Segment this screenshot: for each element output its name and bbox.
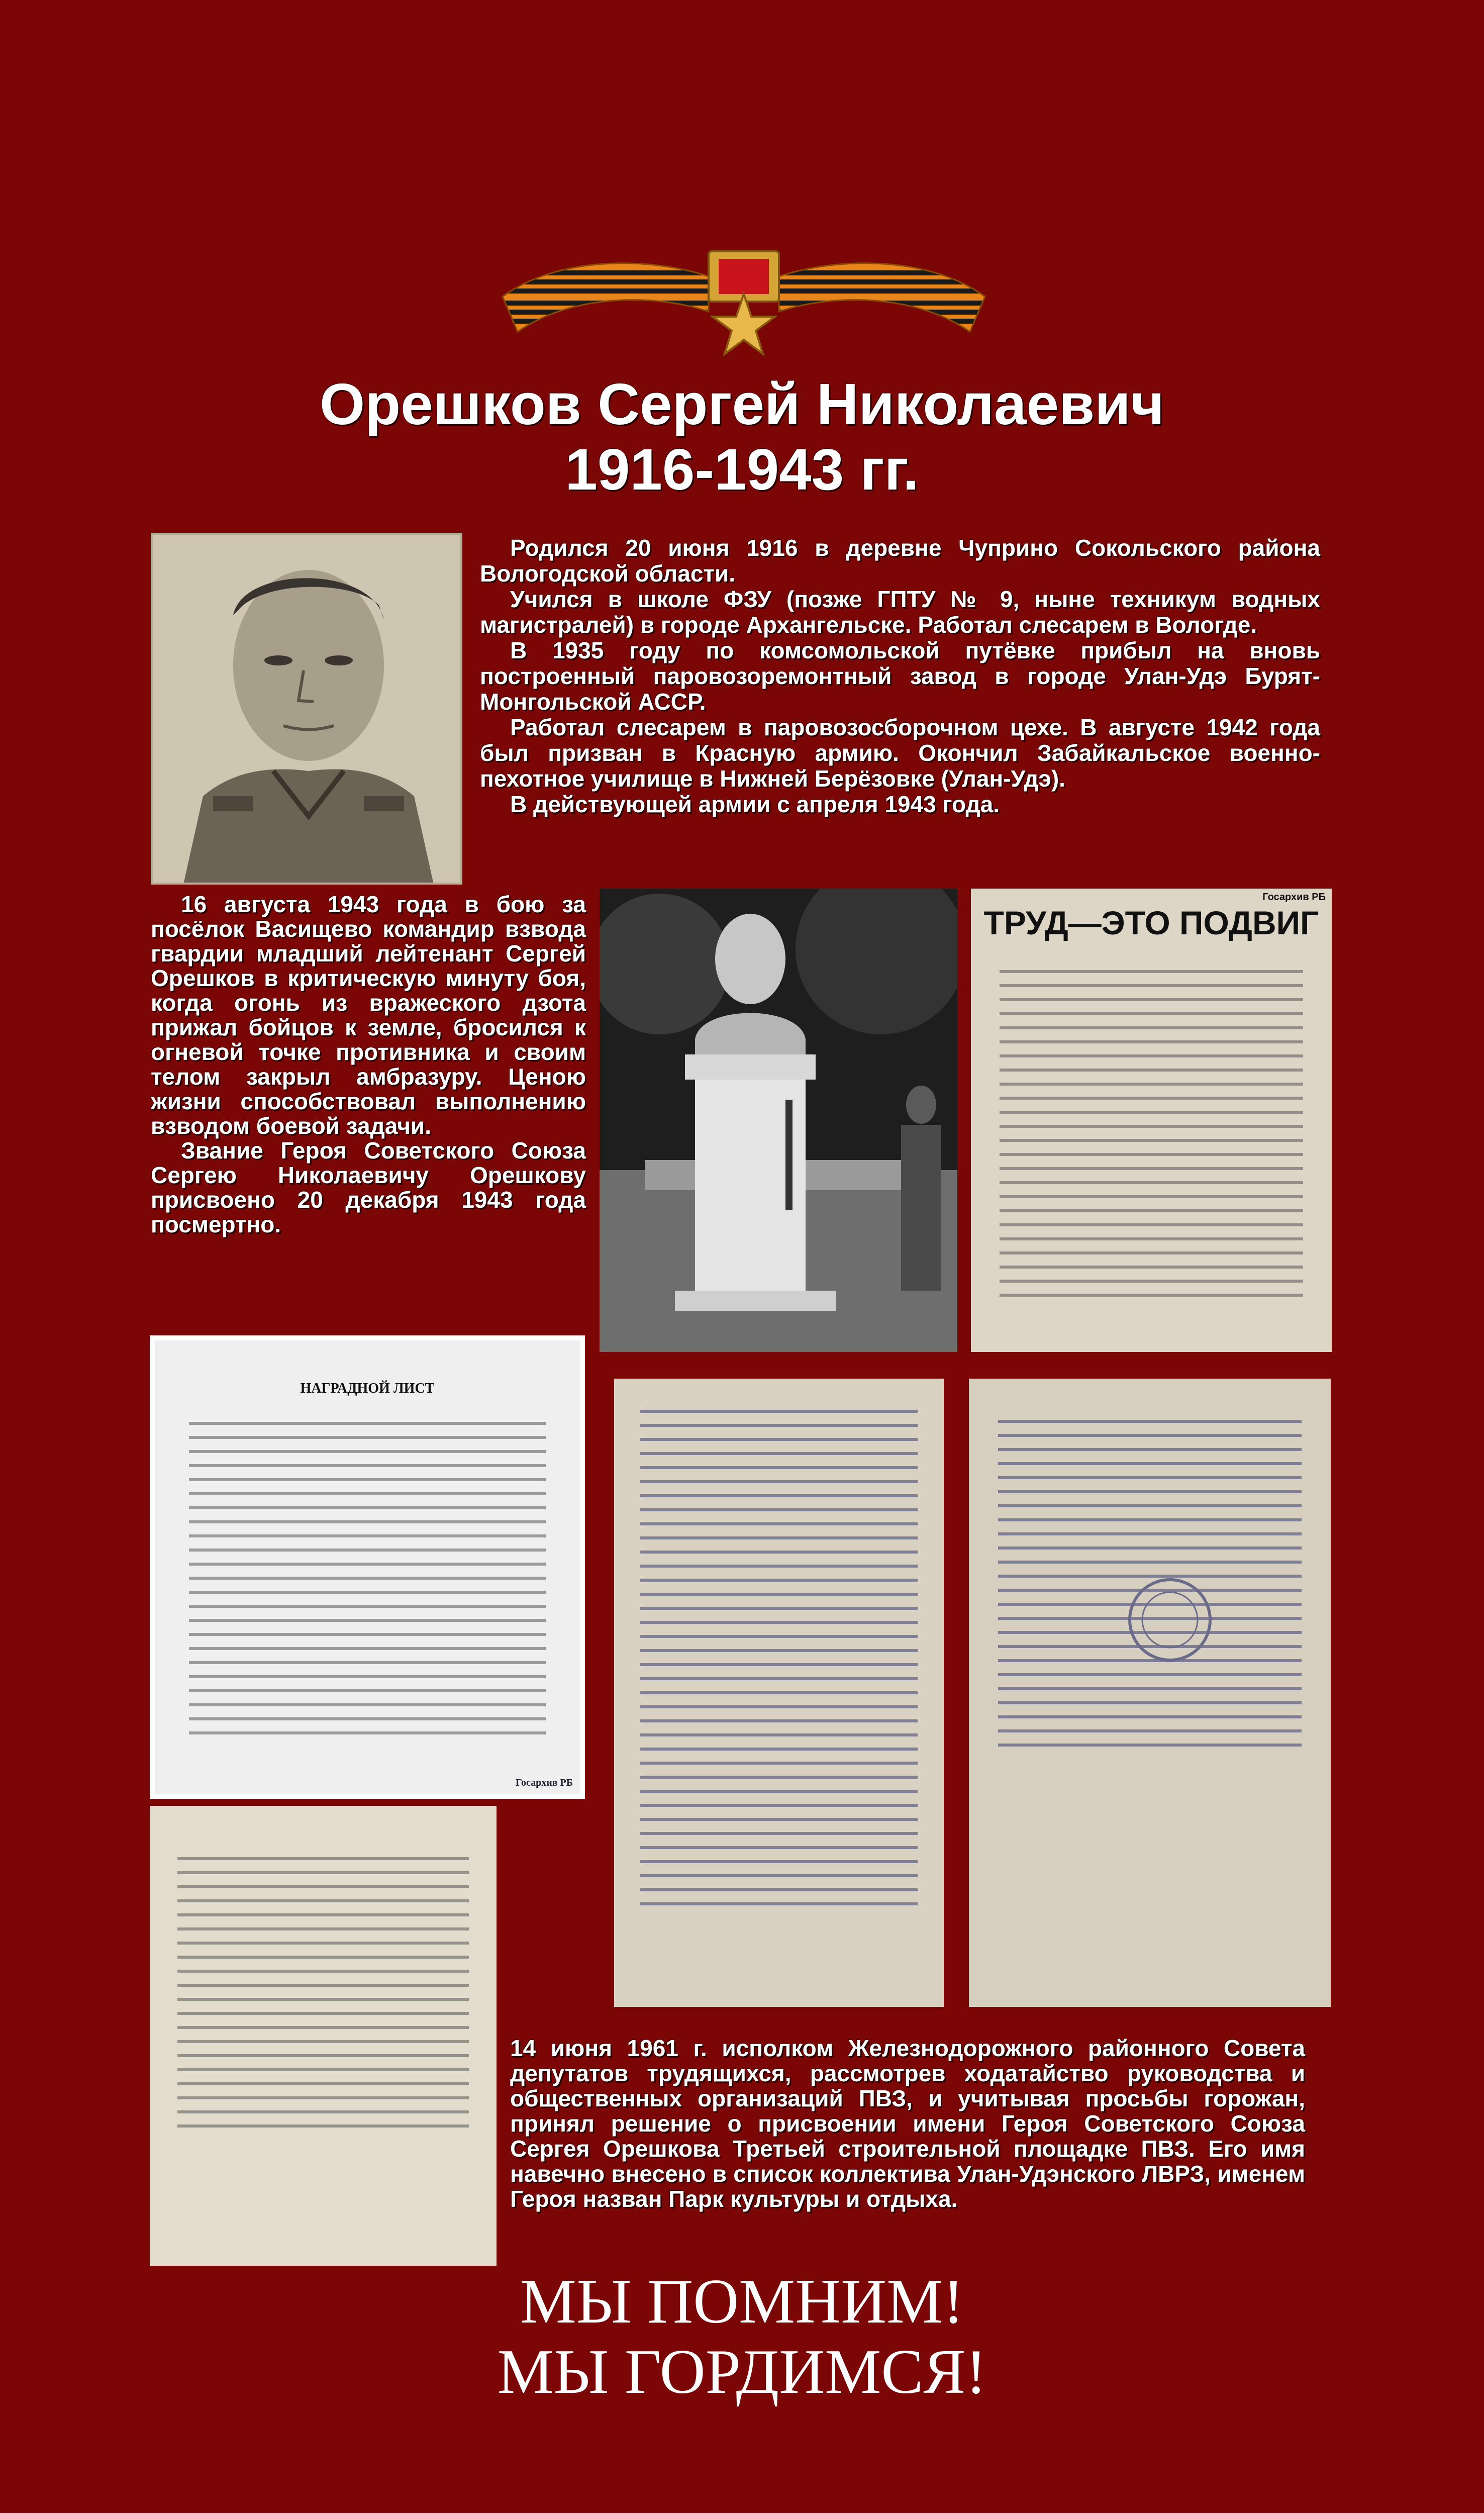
bio-paragraph-front: В действующей армии с апреля 1943 года.	[510, 791, 1000, 817]
portrait-photo	[151, 533, 462, 885]
bio-paragraph-plant: В 1935 году по комсомольской путёвке прибыл на вновь построенный паровозоремонтный завод в городе Улан-Удэ Бурят-Монгольской АССР.	[480, 637, 1320, 715]
feat-paragraph-battle: 16 августа 1943 года в бою за посёлок Васищево командир взвода гвардии младший лейтенант Сергей Орешков в критическую минуту боя, когда огонь из вражеского дзота прижал бойцов к земле, бросился к огневой точке противника и своим телом закрыл амбразуру. Ценою жизни способствовал выполнению взводом боевой задачи.	[151, 891, 586, 1139]
hero-years-title: 1916-1943 гг.	[565, 437, 919, 502]
slogan-line-2: МЫ ГОРДИМСЯ!	[497, 2337, 987, 2407]
monument-photo	[600, 889, 957, 1352]
feat-text	[151, 892, 586, 1237]
newspaper-clipping	[971, 889, 1332, 1352]
feat-paragraph-award: Звание Героя Советского Союза Сергею Николаевичу Орешкову присвоено 20 декабря 1943 года посмертно.	[151, 1137, 586, 1237]
bio-paragraph-army: Работал слесарем в паровозосборочном цехе. В августе 1942 года был призван в Красную армию. Окончил Забайкальское военно-пехотное училище в Нижней Берёзовке (Улан-Удэ).	[480, 714, 1320, 792]
handwritten-document-1	[614, 1379, 944, 2007]
slogan-line-1: МЫ ПОМНИМ!	[520, 2267, 964, 2337]
award-list-document	[150, 1335, 585, 1799]
newspaper-source-label: Госархив РБ	[1262, 892, 1326, 903]
hero-name-title: Орешков Сергей Николаевич	[320, 371, 1164, 437]
newspaper-headline: ТРУД—ЭТО ПОДВИГ	[983, 904, 1319, 941]
committee-decision-document	[150, 1806, 497, 2266]
st-george-ribbon-emblem	[498, 236, 990, 357]
bio-paragraph-birth: Родился 20 июня 1916 в деревне Чуприно Сокольского района Вологодской области.	[480, 535, 1320, 587]
memory-paragraph: 14 июня 1961 г. исполком Железнодорожного районного Совета депутатов трудящихся, рассмотрев ходатайство руководства и общественных организаций ПВЗ, и учитывая просьбы горожан, принял решение о присвоении имени Героя Советского Союза Сергея Орешкова Третьей строительной площадке ПВЗ. Его имя навечно внесено в список коллектива Улан-Удэнского ЛВРЗ, именем Героя назван Парк культуры и отдыха.	[510, 2035, 1305, 2212]
award-list-source-label: Госархив РБ	[516, 1777, 573, 1788]
official-stamp	[1120, 1570, 1220, 1670]
handwritten-document-2	[969, 1379, 1331, 2007]
memory-text	[510, 2036, 1305, 2211]
biography-text	[480, 535, 1320, 817]
bio-paragraph-school: Учился в школе ФЗУ (позже ГПТУ № 9, ныне техникум водных магистралей) в городе Архангельске. Работал слесарем в Вологде.	[480, 586, 1320, 638]
award-list-heading: НАГРАДНОЙ ЛИСТ	[300, 1381, 435, 1396]
